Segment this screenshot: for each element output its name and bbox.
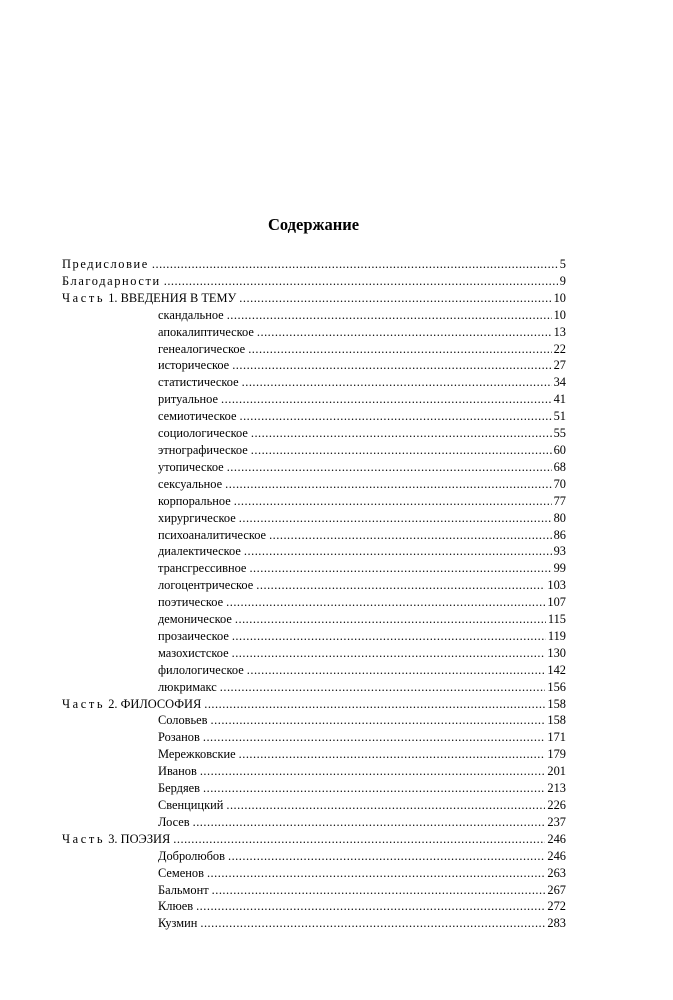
page-number: 55: [553, 426, 566, 441]
toc-entry[interactable]: [62, 915, 566, 932]
dot-leader: [232, 645, 546, 662]
dot-leader: [200, 763, 546, 780]
toc-entry[interactable]: [62, 611, 566, 628]
toc-entry-title: [62, 290, 236, 307]
toc-entry-title: прозаическое: [158, 628, 229, 643]
page-number: 51: [553, 409, 566, 424]
dot-leader: [244, 543, 552, 560]
page-number: 171: [547, 730, 566, 745]
toc-entry[interactable]: [62, 374, 566, 391]
toc-entry[interactable]: [62, 341, 566, 358]
dot-leader: [207, 865, 545, 882]
toc-entry[interactable]: [62, 746, 566, 763]
page-number: 107: [547, 595, 566, 610]
dot-leader: [232, 357, 551, 374]
toc-entry[interactable]: [62, 645, 566, 662]
toc-entry-title: логоцентрическое: [158, 578, 254, 593]
toc-entry[interactable]: [62, 459, 566, 476]
toc-entry[interactable]: [62, 628, 566, 645]
dot-leader: [164, 273, 558, 290]
toc-entry[interactable]: [62, 560, 566, 577]
toc-entry-title: Семенов: [158, 865, 204, 880]
dot-leader: [269, 527, 552, 544]
toc-entry[interactable]: [62, 865, 566, 882]
page-number: 267: [547, 882, 566, 897]
dot-leader: [200, 915, 545, 932]
dot-leader: [211, 712, 546, 729]
toc-entry-title: поэтическое: [158, 595, 224, 610]
page-number: 93: [553, 544, 566, 559]
dot-leader: [242, 374, 552, 391]
toc-entry[interactable]: [62, 442, 566, 459]
page-number: 34: [553, 375, 566, 390]
toc-entry-title: трансгрессивное: [158, 561, 247, 576]
dot-leader: [247, 662, 546, 679]
toc-entry-title: Свенцицкий: [158, 798, 224, 812]
toc-entry-title: демоническое: [158, 612, 232, 627]
toc-entry[interactable]: [62, 357, 566, 374]
toc-entry-title: Бальмонт: [158, 882, 209, 897]
page-number: 10: [553, 290, 566, 305]
toc-entry-title: социологическое: [158, 426, 248, 441]
dot-leader: [251, 442, 552, 459]
toc-entry-title: Мережковские: [158, 747, 236, 762]
toc-entry[interactable]: [62, 594, 566, 611]
toc-entry[interactable]: [62, 797, 566, 814]
toc-entry-title: этнографическое: [158, 442, 248, 457]
dot-leader: [248, 341, 551, 358]
toc-entry-title: утопическое: [158, 459, 224, 474]
toc-entry[interactable]: [62, 425, 566, 442]
page-number: 10: [553, 307, 566, 322]
page-number: 27: [553, 358, 566, 373]
toc-entry[interactable]: [62, 882, 566, 899]
toc-entry-title: Соловьев: [158, 713, 208, 728]
page-number: 283: [547, 916, 566, 931]
page-number: 99: [553, 561, 566, 576]
toc-entry-title: апокалиптическое: [158, 324, 254, 339]
toc-part-heading[interactable]: [62, 831, 566, 848]
page-number: 226: [547, 798, 566, 812]
dot-leader: [193, 814, 546, 831]
toc-entry[interactable]: [62, 577, 566, 594]
part-prefix: Часть: [62, 290, 106, 305]
part-prefix: Часть: [62, 831, 106, 846]
toc-entry-title: Лосев: [158, 814, 190, 829]
part-title: 1. ВВЕДЕНИЯ В ТЕМУ: [108, 290, 237, 305]
dot-leader: [225, 476, 551, 493]
dot-leader: [239, 408, 551, 425]
toc-entry-title: [62, 696, 201, 713]
toc-entry-title: корпоральное: [158, 493, 231, 508]
toc-entry-title: сексуальное: [158, 476, 223, 491]
toc-entry-title: статистическое: [158, 375, 239, 390]
toc-entry[interactable]: [62, 848, 566, 865]
toc-entry[interactable]: [62, 729, 566, 746]
page-number: 77: [553, 493, 566, 508]
toc-entry[interactable]: [62, 527, 566, 544]
part-title: 2. ФИЛОСОФИЯ: [108, 696, 202, 711]
toc-entry-title: историческое: [158, 358, 230, 373]
page-number: 246: [547, 831, 566, 846]
page-number: 119: [547, 628, 566, 643]
toc-entry-title: генеалогическое: [158, 341, 246, 356]
page-number: 179: [547, 747, 566, 762]
page-number: 22: [553, 341, 566, 356]
page-title: Содержание: [267, 215, 360, 234]
dot-leader: [228, 848, 545, 865]
table-of-contents: [62, 256, 566, 932]
dot-leader: [256, 577, 545, 594]
toc-entry-title: Бердяев: [158, 781, 200, 796]
toc-entry-title: скандальное: [158, 307, 224, 322]
page-number: 80: [553, 510, 566, 525]
dot-leader: [226, 594, 545, 611]
toc-entry[interactable]: [62, 408, 566, 425]
toc-entry[interactable]: [62, 307, 566, 324]
toc-entry[interactable]: [62, 493, 566, 510]
dot-leader: [220, 679, 546, 696]
toc-entry[interactable]: [62, 780, 566, 797]
page-number: 272: [547, 899, 566, 914]
dot-leader: [239, 746, 546, 763]
page-number: 263: [547, 865, 566, 880]
dot-leader: [232, 628, 546, 645]
dot-leader: [239, 510, 552, 527]
toc-entry-title: Розанов: [158, 730, 200, 745]
page-number: 5: [559, 257, 566, 271]
toc-entry[interactable]: [62, 662, 566, 679]
page-number: 9: [559, 273, 566, 288]
dot-leader: [196, 898, 545, 915]
dot-leader: [221, 391, 552, 408]
page-number: 158: [547, 696, 566, 711]
toc-entry-title: [62, 831, 170, 848]
toc-entry[interactable]: [62, 391, 566, 408]
dot-leader: [212, 882, 546, 899]
dot-leader: [234, 493, 552, 510]
toc-entry-title: филологическое: [158, 662, 244, 677]
toc-part-heading[interactable]: [62, 290, 566, 307]
toc-entry-front[interactable]: [62, 256, 566, 273]
dot-leader: [227, 307, 552, 324]
toc-entry[interactable]: [62, 763, 566, 780]
toc-entry[interactable]: [62, 679, 566, 696]
dot-leader: [249, 560, 551, 577]
page-number: 13: [553, 324, 566, 339]
dot-leader: [226, 797, 545, 814]
toc-entry-title: Кузмин: [158, 916, 198, 931]
page-number: 201: [547, 764, 566, 779]
dot-leader: [203, 780, 545, 797]
page-number: 246: [547, 848, 566, 863]
toc-entry-title: хирургическое: [158, 510, 236, 525]
toc-entry[interactable]: [62, 324, 566, 341]
toc-entry-title: Клюев: [158, 899, 194, 914]
toc-entry-title: люкримакс: [158, 679, 217, 694]
page-number: 103: [547, 578, 566, 593]
page-number: 237: [547, 814, 566, 829]
part-title: 3. ПОЭЗИЯ: [108, 831, 171, 846]
page-number: 70: [553, 476, 566, 491]
dot-leader: [227, 459, 552, 476]
toc-entry-title: ритуальное: [158, 392, 219, 407]
page-number: 130: [547, 645, 566, 660]
page-number: 142: [547, 662, 566, 677]
page-number: 60: [553, 442, 566, 457]
toc-entry-title: диалектическое: [158, 544, 241, 559]
dot-leader: [251, 425, 552, 442]
toc-entry[interactable]: [62, 898, 566, 915]
toc-entry-front[interactable]: [62, 273, 566, 290]
part-prefix: Часть: [62, 696, 106, 711]
toc-entry[interactable]: [62, 510, 566, 527]
page-number: 158: [547, 713, 566, 728]
toc-entry[interactable]: [62, 543, 566, 560]
dot-leader: [203, 729, 546, 746]
toc-entry-title: Иванов: [158, 764, 197, 779]
dot-leader: [257, 324, 552, 341]
page-number: 213: [547, 781, 566, 796]
page-number: 68: [553, 459, 566, 474]
dot-leader: [239, 290, 551, 307]
toc-entry-title: Предисловие: [62, 257, 149, 271]
dot-leader: [204, 696, 545, 713]
toc-entry-title: Добролюбов: [158, 848, 225, 863]
page-number: 115: [547, 612, 566, 627]
toc-entry-title: психоаналитическое: [158, 527, 267, 542]
toc-entry-title: Благодарности: [62, 273, 161, 288]
toc-entry[interactable]: [62, 712, 566, 729]
page-number: 86: [553, 527, 566, 542]
page-number: 41: [553, 392, 566, 407]
toc-entry-title: мазохистское: [158, 645, 229, 660]
dot-leader: [152, 256, 558, 273]
toc-part-heading[interactable]: [62, 696, 566, 713]
toc-entry-title: семиотическое: [158, 409, 237, 424]
toc-entry[interactable]: [62, 814, 566, 831]
page-number: 156: [547, 679, 566, 694]
dot-leader: [173, 831, 545, 848]
dot-leader: [235, 611, 546, 628]
toc-entry[interactable]: [62, 476, 566, 493]
